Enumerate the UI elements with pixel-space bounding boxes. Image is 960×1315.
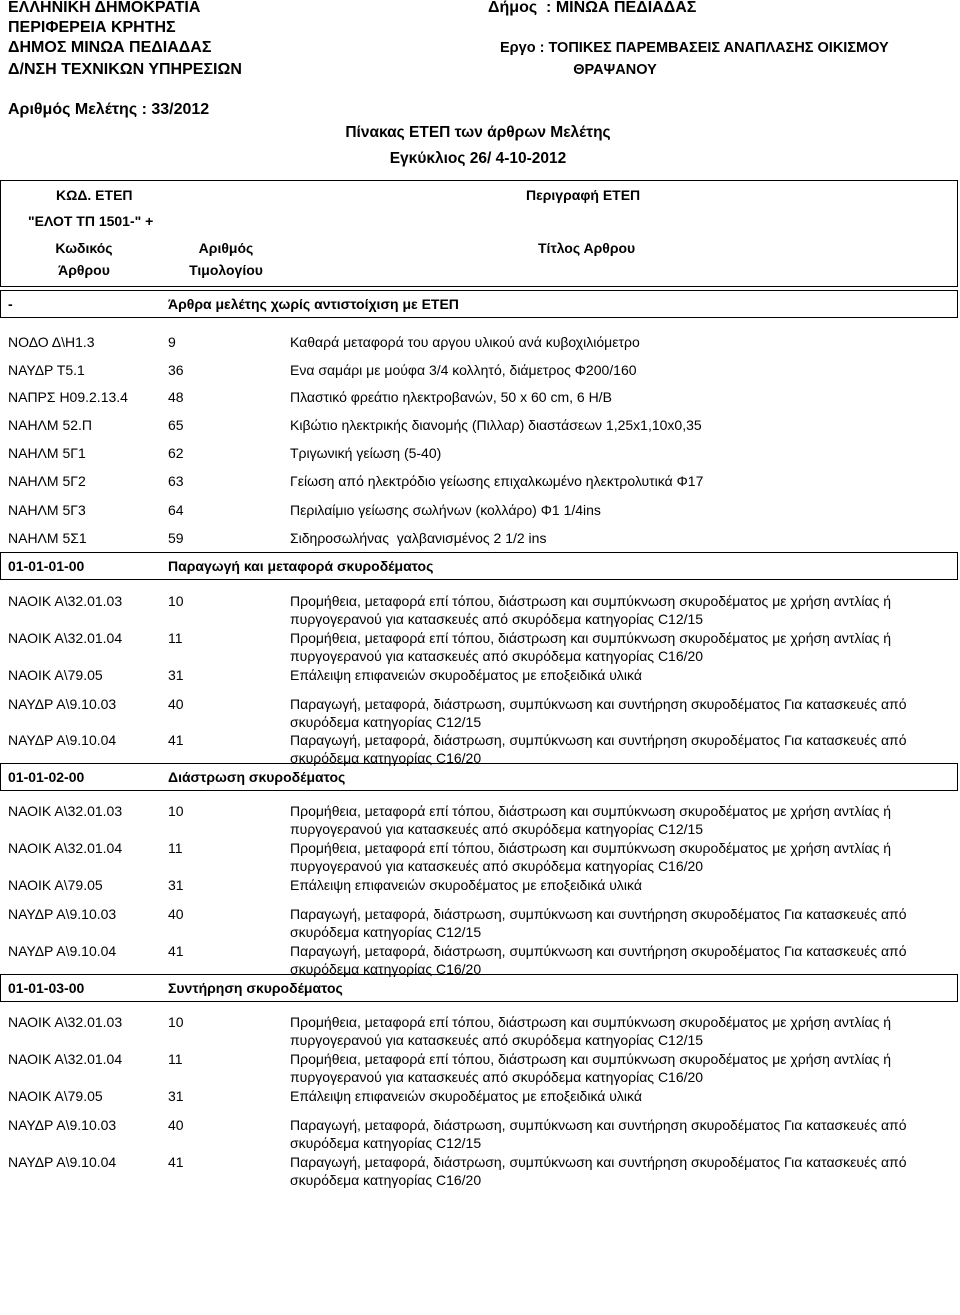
article-title-line: Σιδηροσωλήνας γαλβανισμένος 2 1/2 ins: [290, 530, 547, 546]
article-title: [290, 666, 642, 684]
article-title-line: σκυρόδεμα κατηγορίας C16/20: [290, 1172, 482, 1188]
article-title-line: Προμήθεια, μεταφορά επί τόπου, διάστρωση και συμπύκνωση σκυροδέματος με χρήση αντλίας ή: [290, 593, 892, 609]
article-title: [290, 361, 637, 379]
table-row: [0, 942, 960, 977]
price-list-number: 40: [168, 1117, 184, 1133]
article-code: ΝΑΟΙΚ Α\32.01.04: [8, 630, 123, 646]
article-title: [290, 529, 546, 547]
table-row: [0, 839, 960, 874]
table-row: [0, 731, 960, 766]
price-list-number: 11: [168, 630, 183, 646]
price-list-number: 11: [168, 840, 183, 856]
section-header: [0, 763, 958, 791]
price-list-number: 64: [168, 502, 184, 518]
column-article-code-continued: Άρθρου: [58, 262, 110, 278]
table-row: [0, 629, 960, 664]
article-title-line: πυργογερανού για κατασκευές από σκυρόδεμα κατηγορίας C12/15: [290, 611, 704, 627]
table-row: [0, 1087, 960, 1105]
project-title: Εργο : ΤΟΠΙΚΕΣ ΠΑΡΕΜΒΑΣΕΙΣ ΑΝΑΠΛΑΣΗΣ ΟΙΚΙΣΜΟΥ: [500, 40, 889, 56]
article-title-line: Καθαρά μεταφορά του αργου υλικού ανά κυβοχιλιόμετρο: [290, 334, 640, 350]
section-code: 01-01-01-00: [8, 558, 85, 574]
page-title: Πίνακας ΕΤΕΠ των άρθρων Μελέτης: [345, 124, 611, 141]
article-title-line: πυργογερανού για κατασκευές από σκυρόδεμα κατηγορίας C16/20: [290, 648, 704, 664]
article-title: [290, 1013, 891, 1049]
article-title: [290, 876, 642, 894]
article-title-line: Παραγωγή, μεταφορά, διάστρωση, συμπύκνωση και συντήρηση σκυροδέματος Για κατασκευές από: [290, 732, 907, 748]
price-list-number: 40: [168, 906, 184, 922]
article-title-line: Προμήθεια, μεταφορά επί τόπου, διάστρωση και συμπύκνωση σκυροδέματος με χρήση αντλίας ή: [290, 1051, 892, 1067]
section-code: 01-01-03-00: [8, 980, 85, 996]
table-row: [0, 1116, 960, 1151]
price-list-number: 41: [168, 732, 184, 748]
article-title-line: Επάλειψη επιφανειών σκυροδέματος με εποξειδικά υλικά: [290, 877, 642, 893]
article-title-line: Παραγωγή, μεταφορά, διάστρωση, συμπύκνωση και συντήρηση σκυροδέματος Για κατασκευές από: [290, 696, 907, 712]
article-code: ΝΑΟΙΚ Α\32.01.03: [8, 593, 123, 609]
column-article-title: Τίτλος Αρθρου: [538, 240, 636, 256]
article-code: ΝΑΥΔΡ Α\9.10.04: [8, 943, 117, 959]
article-title: [290, 942, 907, 978]
study-number: Αριθμός Μελέτης : 33/2012: [8, 101, 210, 118]
article-title-line: πυργογερανού για κατασκευές από σκυρόδεμα κατηγορίας C12/15: [290, 1032, 704, 1048]
section-code: 01-01-02-00: [8, 769, 85, 785]
price-list-number: 62: [168, 445, 184, 461]
price-list-number: 31: [168, 877, 184, 893]
column-etep-code: ΚΩΔ. ΕΤΕΠ: [56, 187, 133, 203]
article-title-line: πυργογερανού για κατασκευές από σκυρόδεμα κατηγορίας C16/20: [290, 858, 704, 874]
price-list-number: 9: [168, 334, 176, 350]
circular-reference: Εγκύκλιος 26/ 4-10-2012: [389, 150, 567, 167]
section-code: -: [8, 296, 13, 312]
article-title-line: Παραγωγή, μεταφορά, διάστρωση, συμπύκνωση και συντήρηση σκυροδέματος Για κατασκευές από: [290, 1117, 907, 1133]
article-code: ΝΑΟΙΚ Α\79.05: [8, 667, 103, 683]
table-header: [0, 180, 958, 287]
authority-country: ΕΛΛΗΝΙΚΗ ΔΗΜΟΚΡΑΤΙΑ: [8, 0, 201, 16]
article-code: ΝΟΔΟ Δ\Η1.3: [8, 334, 95, 350]
article-title: [290, 501, 601, 519]
authority-department: Δ/ΝΣΗ ΤΕΧΝΙΚΩΝ ΥΠΗΡΕΣΙΩΝ: [8, 61, 242, 78]
article-title: [290, 695, 907, 731]
price-list-number: 10: [168, 1014, 184, 1030]
article-title-line: σκυρόδεμα κατηγορίας C12/15: [290, 1135, 482, 1151]
column-elot-prefix: "ΕΛΟΤ ΤΠ 1501-" +: [28, 213, 154, 229]
article-code: ΝΑΗΛΜ 52.Π: [8, 417, 93, 433]
project-title-continued: ΘΡΑΨΑΝΟΥ: [573, 62, 657, 78]
article-title-line: Γείωση από ηλεκτρόδιο γείωσης επιχαλκωμένο ηλεκτρολυτικά Φ17: [290, 473, 704, 489]
table-row: [0, 529, 960, 547]
article-title-line: Επάλειψη επιφανειών σκυροδέματος με εποξειδικά υλικά: [290, 667, 642, 683]
article-title: [290, 1050, 891, 1086]
price-list-number: 48: [168, 389, 184, 405]
section-title: Παραγωγή και μεταφορά σκυροδέματος: [168, 558, 434, 574]
article-title-line: πυργογερανού για κατασκευές από σκυρόδεμα κατηγορίας C12/15: [290, 821, 704, 837]
section-title: Συντήρηση σκυροδέματος: [168, 980, 343, 996]
article-title-line: Προμήθεια, μεταφορά επί τόπου, διάστρωση και συμπύκνωση σκυροδέματος με χρήση αντλίας ή: [290, 803, 892, 819]
article-title: [290, 1087, 642, 1105]
article-code: ΝΑΥΔΡ Α\9.10.03: [8, 696, 117, 712]
section-title: Άρθρα μελέτης χωρίς αντιστοίχιση με ΕΤΕΠ: [168, 296, 459, 312]
table-row: [0, 416, 960, 434]
table-row: [0, 1013, 960, 1048]
article-code: ΝΑΗΛΜ 5Γ1: [8, 445, 86, 461]
article-title: [290, 731, 907, 767]
table-row: [0, 802, 960, 837]
article-code: ΝΑΟΙΚ Α\32.01.04: [8, 840, 123, 856]
article-code: ΝΑΥΔΡ Α\9.10.03: [8, 906, 117, 922]
table-row: [0, 592, 960, 627]
article-code: ΝΑΟΙΚ Α\79.05: [8, 1088, 103, 1104]
article-code: ΝΑΗΛΜ 5Σ1: [8, 530, 87, 546]
article-code: ΝΑΟΙΚ Α\32.01.03: [8, 803, 123, 819]
table-row: [0, 666, 960, 684]
table-row: [0, 1050, 960, 1085]
article-code: ΝΑΥΔΡ Α\9.10.04: [8, 732, 117, 748]
table-row: [0, 333, 960, 351]
article-title: [290, 1153, 907, 1189]
price-list-number: 65: [168, 417, 184, 433]
table-row: [0, 905, 960, 940]
article-code: ΝΑΥΔΡ Τ5.1: [8, 362, 85, 378]
table-row: [0, 876, 960, 894]
municipality-label: Δήμος : ΜΙΝΩΑ ΠΕΔΙΑΔΑΣ: [488, 0, 697, 16]
table-row: [0, 1153, 960, 1188]
article-title-line: Κιβώτιο ηλεκτρικής διανομής (Πιλλαρ) διαστάσεων 1,25x1,10x0,35: [290, 417, 702, 433]
table-row: [0, 388, 960, 406]
article-title: [290, 472, 703, 490]
article-title-line: Προμήθεια, μεταφορά επί τόπου, διάστρωση και συμπύκνωση σκυροδέματος με χρήση αντλίας ή: [290, 1014, 892, 1030]
section-title: Διάστρωση σκυροδέματος: [168, 769, 346, 785]
authority-municipality: ΔΗΜΟΣ ΜΙΝΩΑ ΠΕΔΙΑΔΑΣ: [8, 39, 212, 56]
article-title: [290, 1116, 907, 1152]
table-row: [0, 472, 960, 490]
article-title: [290, 416, 702, 434]
article-title-line: σκυρόδεμα κατηγορίας C12/15: [290, 924, 482, 940]
section-header: [0, 290, 958, 318]
article-title-line: Επάλειψη επιφανειών σκυροδέματος με εποξειδικά υλικά: [290, 1088, 642, 1104]
article-code: ΝΑΗΛΜ 5Γ2: [8, 473, 86, 489]
price-list-number: 10: [168, 593, 184, 609]
article-code: ΝΑΟΙΚ Α\79.05: [8, 877, 103, 893]
article-code: ΝΑΟΙΚ Α\32.01.04: [8, 1051, 123, 1067]
article-code: ΝΑΥΔΡ Α\9.10.03: [8, 1117, 117, 1133]
price-list-number: 36: [168, 362, 184, 378]
article-title-line: Προμήθεια, μεταφορά επί τόπου, διάστρωση και συμπύκνωση σκυροδέματος με χρήση αντλίας ή: [290, 840, 892, 856]
article-title-line: Προμήθεια, μεταφορά επί τόπου, διάστρωση και συμπύκνωση σκυροδέματος με χρήση αντλίας ή: [290, 630, 892, 646]
price-list-number: 63: [168, 473, 184, 489]
table-row: [0, 501, 960, 519]
table-row: [0, 695, 960, 730]
article-title-line: πυργογερανού για κατασκευές από σκυρόδεμα κατηγορίας C16/20: [290, 1069, 704, 1085]
article-code: ΝΑΠΡΣ Η09.2.13.4: [8, 389, 128, 405]
section-header: [0, 552, 958, 580]
article-code: ΝΑΥΔΡ Α\9.10.04: [8, 1154, 117, 1170]
price-list-number: 10: [168, 803, 184, 819]
article-code: ΝΑΟΙΚ Α\32.01.03: [8, 1014, 123, 1030]
column-price-list-number: Αριθμός: [198, 240, 254, 256]
article-code: ΝΑΗΛΜ 5Γ3: [8, 502, 86, 518]
price-list-number: 41: [168, 1154, 184, 1170]
article-title-line: Παραγωγή, μεταφορά, διάστρωση, συμπύκνωση και συντήρηση σκυροδέματος Για κατασκευές από: [290, 943, 907, 959]
price-list-number: 41: [168, 943, 184, 959]
article-title: [290, 802, 891, 838]
column-article-code: Κωδικός: [55, 240, 113, 256]
column-price-list-number-continued: Τιμολογίου: [189, 262, 263, 278]
authority-region: ΠΕΡΙΦΕΡΕΙΑ ΚΡΗΤΗΣ: [8, 19, 176, 36]
article-title-line: Παραγωγή, μεταφορά, διάστρωση, συμπύκνωση και συντήρηση σκυροδέματος Για κατασκευές από: [290, 906, 907, 922]
article-title: [290, 333, 640, 351]
table-row: [0, 361, 960, 379]
article-title-line: σκυρόδεμα κατηγορίας C16/20: [290, 750, 482, 766]
price-list-number: 31: [168, 667, 184, 683]
article-title: [290, 905, 907, 941]
price-list-number: 11: [168, 1051, 183, 1067]
column-etep-description: Περιγραφή ΕΤΕΠ: [526, 187, 641, 203]
price-list-number: 40: [168, 696, 184, 712]
article-title: [290, 629, 891, 665]
table-row: [0, 444, 960, 462]
article-title-line: σκυρόδεμα κατηγορίας C12/15: [290, 714, 482, 730]
article-title: [290, 592, 891, 628]
article-title: [290, 444, 441, 462]
article-title-line: Πλαστικό φρεάτιο ηλεκτροβανών, 50 x 60 cm, 6 Η/Β: [290, 389, 612, 405]
article-title-line: Παραγωγή, μεταφορά, διάστρωση, συμπύκνωση και συντήρηση σκυροδέματος Για κατασκευές από: [290, 1154, 907, 1170]
price-list-number: 31: [168, 1088, 184, 1104]
article-title-line: Ενα σαμάρι με μούφα 3/4 κολλητό, διάμετρος Φ200/160: [290, 362, 637, 378]
article-title: [290, 839, 891, 875]
price-list-number: 59: [168, 530, 184, 546]
article-title-line: σκυρόδεμα κατηγορίας C16/20: [290, 961, 482, 977]
article-title: [290, 388, 612, 406]
article-title-line: Περιλαίμιο γείωσης σωλήνων (κολλάρο) Φ1 1/4ins: [290, 502, 601, 518]
section-header: [0, 974, 958, 1002]
article-title-line: Τριγωνική γείωση (5-40): [290, 445, 442, 461]
